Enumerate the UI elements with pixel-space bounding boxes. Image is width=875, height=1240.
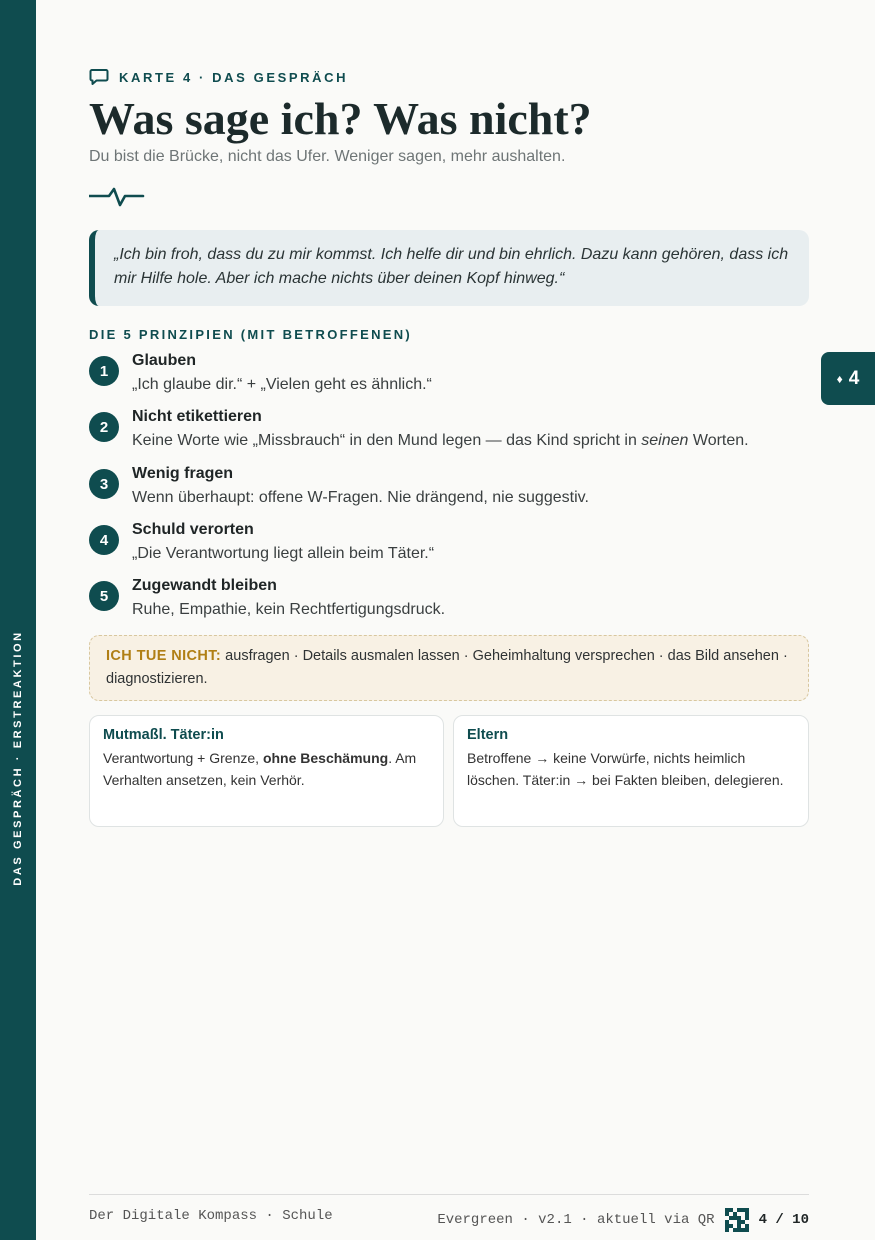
principle-number: 2: [89, 412, 119, 442]
footer: [89, 1208, 809, 1228]
page-number: 4 / 10: [758, 1212, 809, 1228]
principle-text: Ruhe, Empathie, kein Rechtfertigungsdruck.: [132, 601, 446, 618]
qr-code-icon[interactable]: [725, 1208, 749, 1232]
principle-text-part: Worten.: [688, 432, 749, 449]
chapter-number: 4: [848, 367, 860, 389]
speech-bubble-icon: [89, 68, 109, 86]
card-text: [103, 748, 430, 791]
principle-number: 5: [89, 581, 119, 611]
principle-number: 1: [89, 356, 119, 386]
principle-title: Glauben: [132, 352, 197, 369]
footer-left: Der Digitale Kompass · Schule: [89, 1208, 333, 1224]
principle-number: 4: [89, 525, 119, 555]
dont-box: [89, 635, 809, 701]
principle-text: „Die Verantwortung liegt allein beim Täter.“: [132, 545, 435, 562]
principle-title: Schuld verorten: [132, 521, 254, 538]
sidebar-label: DAS GESPRÄCH · ERSTREAKTION: [12, 630, 24, 886]
principle-item: [89, 577, 809, 625]
sidebar-strip: [0, 0, 36, 1240]
pulse-line-icon: [89, 185, 145, 214]
card-perpetrator: [89, 715, 444, 827]
dont-label: ICH TUE NICHT:: [106, 648, 222, 664]
footer-divider: [89, 1194, 809, 1195]
principle-text: [132, 432, 749, 450]
principle-title: Nicht etikettieren: [132, 408, 262, 425]
eyebrow-text: KARTE 4 · DAS GESPRÄCH: [119, 69, 349, 85]
footer-version: Evergreen · v2.1 · aktuell via QR: [437, 1212, 715, 1228]
card-text-part: Verantwortung + Grenze,: [103, 750, 263, 766]
page-title: Was sage ich? Was nicht?: [89, 93, 592, 144]
principle-item: [89, 352, 809, 400]
card-text-part: . Am Verhalten ansetzen, kein Verhör.: [103, 750, 417, 788]
page-subtitle: Du bist die Brücke, nicht das Ufer. Weniger sagen, mehr aushalten.: [89, 148, 566, 165]
eyebrow: [89, 68, 348, 86]
card-text-strong: ohne Beschämung: [262, 750, 389, 766]
diamond-icon: ♦: [836, 371, 843, 386]
card-text: Betroffene → keine Vorwürfe, nichts heimlich löschen. Täter:in → bei Fakten bleiben, delegieren.: [467, 750, 784, 788]
footer-right: [437, 1208, 809, 1232]
dont-text: ausfragen · Details ausmalen lassen · Geheimhaltung versprechen · das Bild ansehen · diagnostizieren.: [106, 648, 788, 687]
principle-number: 3: [89, 469, 119, 499]
card-title: Mutmaßl. Täter:in: [103, 727, 224, 743]
principle-item: [89, 465, 809, 513]
principle-text: „Ich glaube dir.“ + „Vielen geht es ähnlich.“: [132, 376, 432, 393]
chapter-tab[interactable]: [821, 352, 875, 405]
principle-title: Wenig fragen: [132, 465, 234, 482]
principle-item: [89, 521, 809, 569]
card-title: Eltern: [467, 727, 509, 743]
principle-text-emphasis: seinen: [641, 432, 689, 449]
key-quote: „Ich bin froh, dass du zu mir kommst. Ich helfe dir und bin ehrlich. Dazu kann gehören, dass ich mir Hilfe hole. Aber ich mache nichts über deinen Kopf hinweg.“: [89, 230, 809, 306]
principle-item: [89, 408, 809, 456]
principle-text: Wenn überhaupt: offene W-Fragen. Nie drängend, nie suggestiv.: [132, 489, 589, 506]
card-parents: [453, 715, 809, 827]
principle-text-part: Keine Worte wie „Missbrauch“ in den Mund legen — das Kind spricht in: [132, 432, 642, 449]
principles-heading: DIE 5 PRINZIPIEN (MIT BETROFFENEN): [89, 327, 413, 342]
principle-title: Zugewandt bleiben: [132, 577, 277, 594]
